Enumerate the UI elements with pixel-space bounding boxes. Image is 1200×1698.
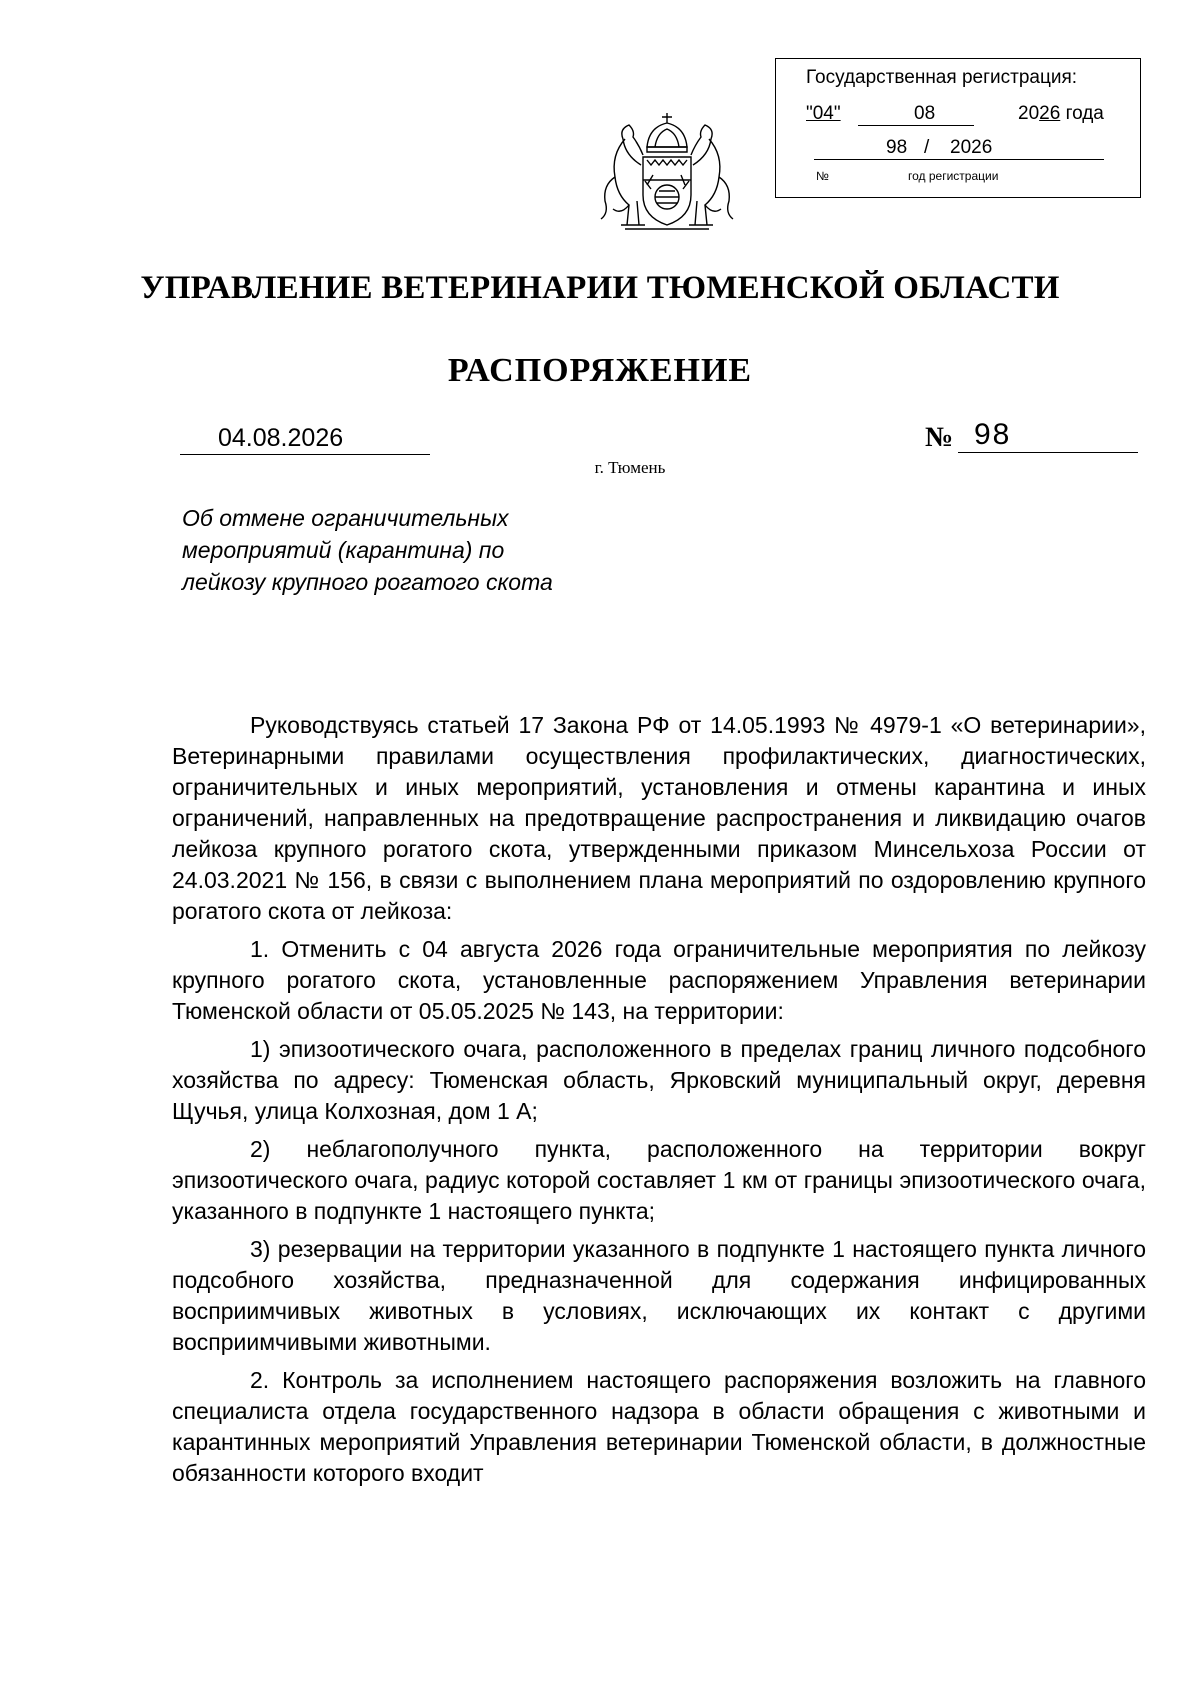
- registration-year-part2: 26: [1039, 103, 1061, 124]
- registration-title: Государственная регистрация:: [806, 67, 1078, 88]
- registration-slash: /: [924, 137, 930, 158]
- body-paragraph: 3) резервации на территории указанного в подпункте 1 настоящего пункта личного подсобного хозяйства, предназначенной для содержания инфицированных восприимчивых животных в условиях, исключающих их контакт с другими восприимчивыми животными.: [172, 1236, 1146, 1355]
- document-date: 04.08.2026: [218, 424, 344, 452]
- body-paragraph: 2. Контроль за исполнением настоящего распоряжения возложить на главного специалиста отдела государственного надзора в области обращения с животными и карантинных мероприятий Управления ветеринарии Тюменской области, в должностные обязанности которого входит: [172, 1367, 1146, 1486]
- document-date-field: [180, 424, 430, 455]
- body-paragraph: 1) эпизоотического очага, расположенного в пределах границ личного подсобного хозяйства по адресу: Тюменская область, Ярковский муниципальный округ, деревня Щучья, улица Колхозная, дом 1 А;: [172, 1036, 1146, 1124]
- registration-year: 2026: [950, 137, 993, 158]
- registration-year-part1: 20: [1018, 103, 1040, 124]
- registration-number: 98: [886, 137, 908, 158]
- document-subject: [182, 502, 652, 598]
- subject-line: Об отмене ограничительных: [182, 505, 509, 531]
- organization-name: УПРАВЛЕНИЕ ВЕТЕРИНАРИИ ТЮМЕНСКОЙ ОБЛАСТИ: [140, 270, 1060, 306]
- subject-line: лейкозу крупного рогатого скота: [182, 569, 553, 595]
- document-body: [172, 710, 1146, 1496]
- document-number: 98: [974, 418, 1012, 451]
- body-paragraph: Руководствуясь статьей 17 Закона РФ от 14.05.1993 № 4979-1 «О ветеринарии», Ветеринарными правилами осуществления профилактических, диагностических, ограничительных и иных мероприятий, установления и отмены карантина и иных ограничений, направленных на предотвращение распространения и ликвидацию очагов лейкоза крупного рогатого скота, утвержденными приказом Минсельхоза России от 24.03.2021 № 156, в связи с выполнением плана мероприятий по оздоровлению крупного рогатого скота от лейкоза:: [172, 712, 1146, 924]
- body-paragraph: 1. Отменить с 04 августа 2026 года ограничительные мероприятия по лейкозу крупного рогатого скота, установленные распоряжением Управления ветеринарии Тюменской области от 05.05.2025 № 143, на территории:: [172, 936, 1146, 1024]
- document-number-field: [958, 420, 1138, 453]
- subject-line: мероприятий (карантина) по: [182, 537, 505, 563]
- registration-stamp: [775, 58, 1141, 198]
- document-number-label: №: [925, 422, 954, 453]
- coat-of-arms-emblem: [585, 105, 750, 235]
- document-type: РАСПОРЯЖЕНИЕ: [447, 352, 753, 389]
- registration-month: 08: [914, 103, 936, 124]
- registration-number-caption: №: [816, 169, 829, 183]
- registration-year-suffix: года: [1065, 103, 1104, 124]
- registration-day: "04": [806, 103, 841, 124]
- document-city: г. Тюмень: [594, 458, 666, 477]
- body-paragraph: 2) неблагополучного пункта, расположенного на территории вокруг эпизоотического очага, радиус которой составляет 1 км от границы эпизоотического очага, указанного в подпункте 1 настоящего пункта;: [172, 1136, 1146, 1224]
- registration-year-caption: год регистрации: [908, 169, 999, 183]
- tyumen-coat-of-arms-icon: [585, 105, 750, 235]
